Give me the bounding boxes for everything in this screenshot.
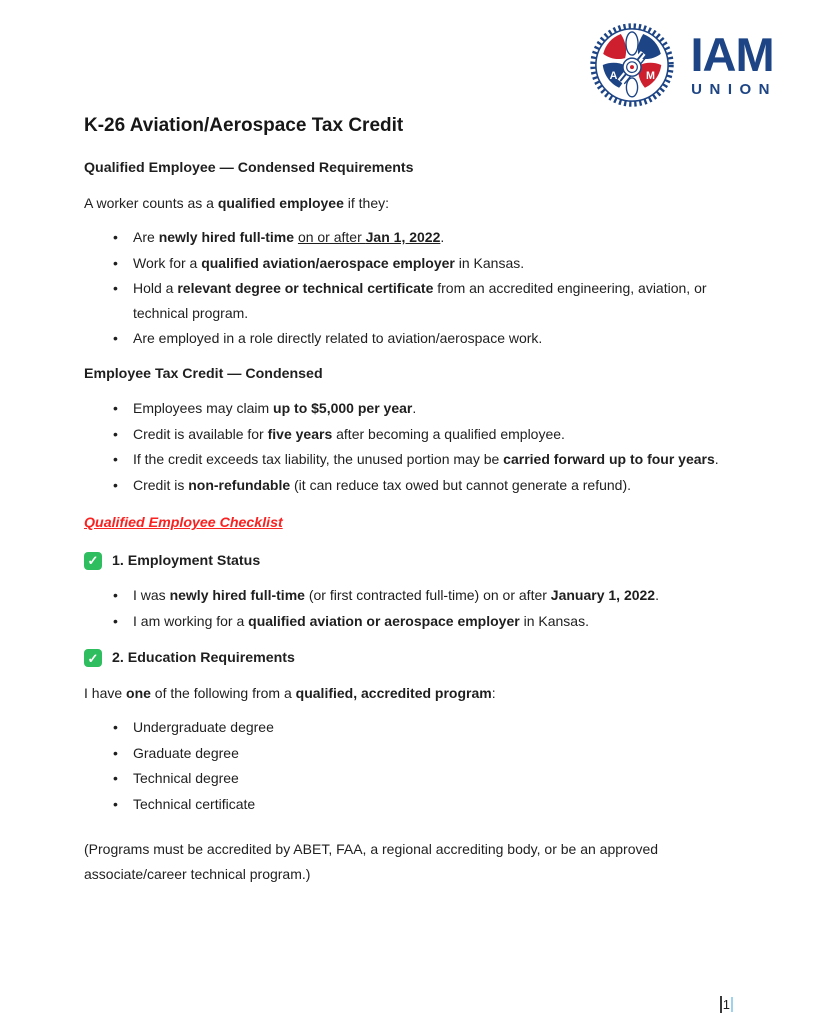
brand-subtitle-text: UNION (691, 81, 777, 99)
bullet-dot-icon (113, 326, 133, 351)
bullet-dot-icon (113, 741, 133, 766)
bullet-item: • Technical certificate (84, 792, 742, 817)
page-number: 1 (723, 997, 733, 1012)
bullet-item: • Employees may claim up to $5,000 per year. (84, 396, 742, 421)
check-icon: ✓ (84, 552, 102, 570)
bullet-dot-icon (113, 447, 133, 472)
bullet-item: • I was newly hired full-time (or first contracted full-time) on or after January 1, 2022. (84, 583, 742, 608)
bullet-dot-icon (113, 422, 133, 447)
bullet-dot-icon (113, 251, 133, 276)
bullet-item: • Credit is available for five years after becoming a qualified employee. (84, 422, 742, 447)
bullet-dot-icon (113, 225, 133, 250)
section-heading-tax-credit: Employee Tax Credit — Condensed (84, 365, 323, 382)
logo-wordmark (687, 27, 777, 99)
bullet-dot-icon (113, 609, 133, 634)
education-bullet-list (84, 715, 742, 816)
education-intro-paragraph: I have one of the following from a qualified, accredited program: (84, 684, 496, 701)
document-content (84, 110, 742, 896)
iam-union-logo (589, 22, 777, 108)
checklist-item-1-title: 1. Employment Status (112, 552, 261, 569)
checklist-item-2-heading (84, 646, 742, 671)
bullet-item: • Are newly hired full-time on or after Jan 1, 2022. (84, 225, 742, 250)
bullet-dot-icon (113, 396, 133, 421)
page-footer (720, 996, 733, 1013)
checklist-item-1-heading (84, 549, 742, 574)
tax-credit-bullet-list (84, 396, 742, 497)
bullet-dot-icon (113, 473, 133, 498)
accreditation-note-paragraph: (Programs must be accredited by ABET, FAA, a regional accrediting body, or be an approved associate/career technical program.) (84, 841, 659, 882)
emblem-letter-m: M (646, 70, 656, 83)
checklist-item-2-title: 2. Education Requirements (112, 650, 295, 666)
qualified-employee-bullet-list (84, 225, 742, 351)
bullet-dot-icon (113, 715, 133, 740)
bullet-dot-icon (113, 276, 133, 325)
brand-text: IAM (690, 27, 774, 81)
employment-status-bullet-list (84, 583, 742, 633)
bullet-item: • Are employed in a role directly related to aviation/aerospace work. (84, 326, 742, 351)
bullet-dot-icon (113, 792, 133, 817)
bullet-item: • Credit is non-refundable (it can reduce tax owed but cannot generate a refund). (84, 473, 742, 498)
bullet-item: • Graduate degree (84, 741, 742, 766)
bullet-dot-icon (113, 766, 133, 791)
bullet-item: • If the credit exceeds tax liability, the unused portion may be carried forward up to four years. (84, 447, 742, 472)
emblem-letter-a: A (609, 70, 618, 83)
check-icon: ✓ (84, 649, 102, 667)
bullet-item: • Work for a qualified aviation/aerospace employer in Kansas. (84, 251, 742, 276)
bullet-item: • I am working for a qualified aviation or aerospace employer in Kansas. (84, 609, 742, 634)
intro-paragraph: A worker counts as a qualified employee if they: (84, 194, 390, 211)
iam-gear-emblem-icon (589, 22, 675, 108)
bullet-item: • Undergraduate degree (84, 715, 742, 740)
document-title: K-26 Aviation/Aerospace Tax Credit (84, 115, 404, 136)
bullet-dot-icon (113, 583, 133, 608)
section-heading-qualified-employee: Qualified Employee — Condensed Requirements (84, 160, 414, 176)
text-cursor (720, 996, 722, 1013)
bullet-item: • Hold a relevant degree or technical certificate from an accredited engineering, aviation, or technical program. (84, 276, 742, 325)
bullet-item: • Technical degree (84, 766, 742, 791)
checklist-heading: Qualified Employee Checklist (84, 515, 283, 531)
